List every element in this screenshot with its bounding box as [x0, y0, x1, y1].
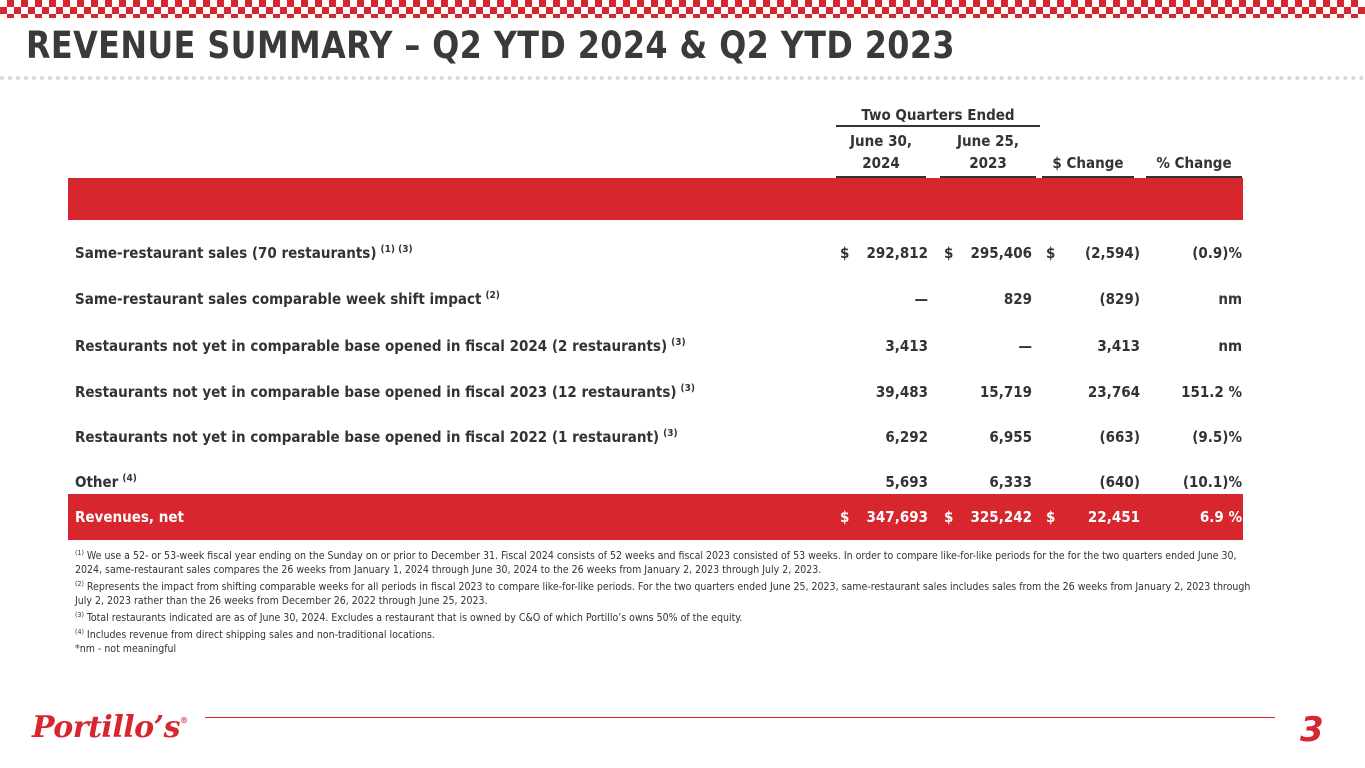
- footnote-marker: (1): [75, 549, 84, 557]
- page-title: REVENUE SUMMARY – Q2 YTD 2024 & Q2 YTD 2023: [26, 24, 956, 67]
- footer-divider: [205, 717, 1275, 718]
- value-change: (829): [1099, 290, 1140, 308]
- total-row: [68, 494, 1243, 540]
- group-header: Two Quarters Ended: [861, 106, 1015, 124]
- value-change: 3,413: [1097, 337, 1140, 355]
- value-2023: 295,406: [970, 244, 1032, 262]
- row-label: Restaurants not yet in comparable base opened in fiscal 2023 (12 restaurants): [75, 383, 677, 401]
- footnote: $^{(1)}$ We use a 52- or 53-week fiscal year ending on the Sunday on or prior to December 31. Fiscal 2024 consists of 52 weeks and fiscal 2023 consisted of 53 weeks. In order to compare like-for-like periods for the for the two quarters ended June 30, 2024, same-restaurant sales compares the 26 weeks from January 1, 2024 through June 30, 2024 to the 26 weeks from January 2, 2023 through July 2, 2023.: [75, 549, 1237, 576]
- value-2023: 6,955: [989, 428, 1032, 446]
- header-red-band: [68, 178, 1243, 220]
- footnote: *nm - not meaningful: [75, 643, 177, 655]
- value-2024: —: [914, 290, 928, 308]
- row-footnote-ref: (3): [663, 428, 678, 439]
- value-2023: 325,242: [970, 508, 1032, 526]
- col-2024-header: June 30, 2024: [850, 132, 912, 172]
- value-change: 22,451: [1087, 508, 1140, 526]
- value-pct: nm: [1218, 337, 1242, 355]
- group-header-rule: [836, 125, 1040, 127]
- value-2024: 39,483: [875, 383, 928, 401]
- value-2024: 5,693: [885, 473, 928, 491]
- row-label: Revenues, net: [75, 508, 184, 526]
- value-pct: (0.9)%: [1192, 244, 1242, 262]
- value-pct: (9.5)%: [1192, 428, 1242, 446]
- value-pct: 6.9 %: [1199, 508, 1242, 526]
- footnotes: [75, 546, 1265, 656]
- footnote: $^{(3)}$ Total restaurants indicated are as of June 30, 2024. Excludes a restaurant that is owned by C&O of which Portillo’s owns 50% of the equity.: [75, 611, 743, 624]
- row-label: Other: [75, 473, 119, 491]
- value-pct: nm: [1218, 290, 1242, 308]
- dollar-sign: $: [840, 508, 850, 526]
- value-pct: 151.2 %: [1181, 383, 1242, 401]
- value-2024: 6,292: [885, 428, 928, 446]
- footnote: $^{(4)}$ Includes revenue from direct shipping sales and non-traditional locations.: [75, 628, 435, 641]
- row-footnote-ref: (1) (3): [380, 244, 413, 255]
- value-2024: 347,693: [866, 508, 928, 526]
- col-pct-header: % Change: [1156, 154, 1232, 172]
- value-2024: 3,413: [885, 337, 928, 355]
- col-2023-header: June 25, 2023: [957, 132, 1019, 172]
- dollar-sign: $: [840, 244, 850, 262]
- value-2023: 15,719: [979, 383, 1032, 401]
- value-change: (640): [1099, 473, 1140, 491]
- page-number: 3: [1300, 710, 1324, 750]
- row-footnote-ref: (3): [671, 337, 686, 348]
- value-change: 23,764: [1087, 383, 1140, 401]
- value-2023: 6,333: [989, 473, 1032, 491]
- footnote: $^{(2)}$ Represents the impact from shifting comparable weeks for all periods in fiscal 2023 to compare like-for-like periods. For the two quarters ended June 25, 2023, same-restaurant sales includes sales from the 26 weeks from January 2, 2023 through July 2, 2023 rather than the 26 weeks from December 26, 2022 through June 25, 2023.: [75, 580, 1251, 607]
- checkered-border: [0, 0, 1365, 20]
- dollar-sign: $: [1046, 508, 1056, 526]
- dollar-sign: $: [944, 244, 954, 262]
- footnote-marker: (2): [75, 580, 84, 588]
- footnote-marker: (4): [75, 628, 84, 636]
- value-2024: 292,812: [866, 244, 928, 262]
- value-pct: (10.1)%: [1182, 473, 1242, 491]
- row-label: Restaurants not yet in comparable base opened in fiscal 2024 (2 restaurants): [75, 337, 668, 355]
- value-2023: 829: [1003, 290, 1032, 308]
- row-label: Same-restaurant sales (70 restaurants): [75, 244, 377, 262]
- row-label: Restaurants not yet in comparable base opened in fiscal 2022 (1 restaurant): [75, 428, 660, 446]
- row-footnote-ref: (3): [680, 383, 696, 394]
- row-footnote-ref: (4): [122, 473, 137, 484]
- portillos-logo: Portillo’s®: [32, 710, 188, 745]
- registered-mark: ®: [179, 715, 188, 725]
- value-2023: —: [1018, 337, 1032, 355]
- value-change: (2,594): [1084, 244, 1140, 262]
- footnote-marker: (3): [75, 611, 84, 619]
- dollar-sign: $: [944, 508, 954, 526]
- dollar-sign: $: [1046, 244, 1056, 262]
- col-change-header: $ Change: [1052, 154, 1124, 172]
- row-footnote-ref: (2): [485, 290, 500, 301]
- value-change: (663): [1099, 428, 1140, 446]
- row-label: Same-restaurant sales comparable week shift impact: [75, 290, 482, 308]
